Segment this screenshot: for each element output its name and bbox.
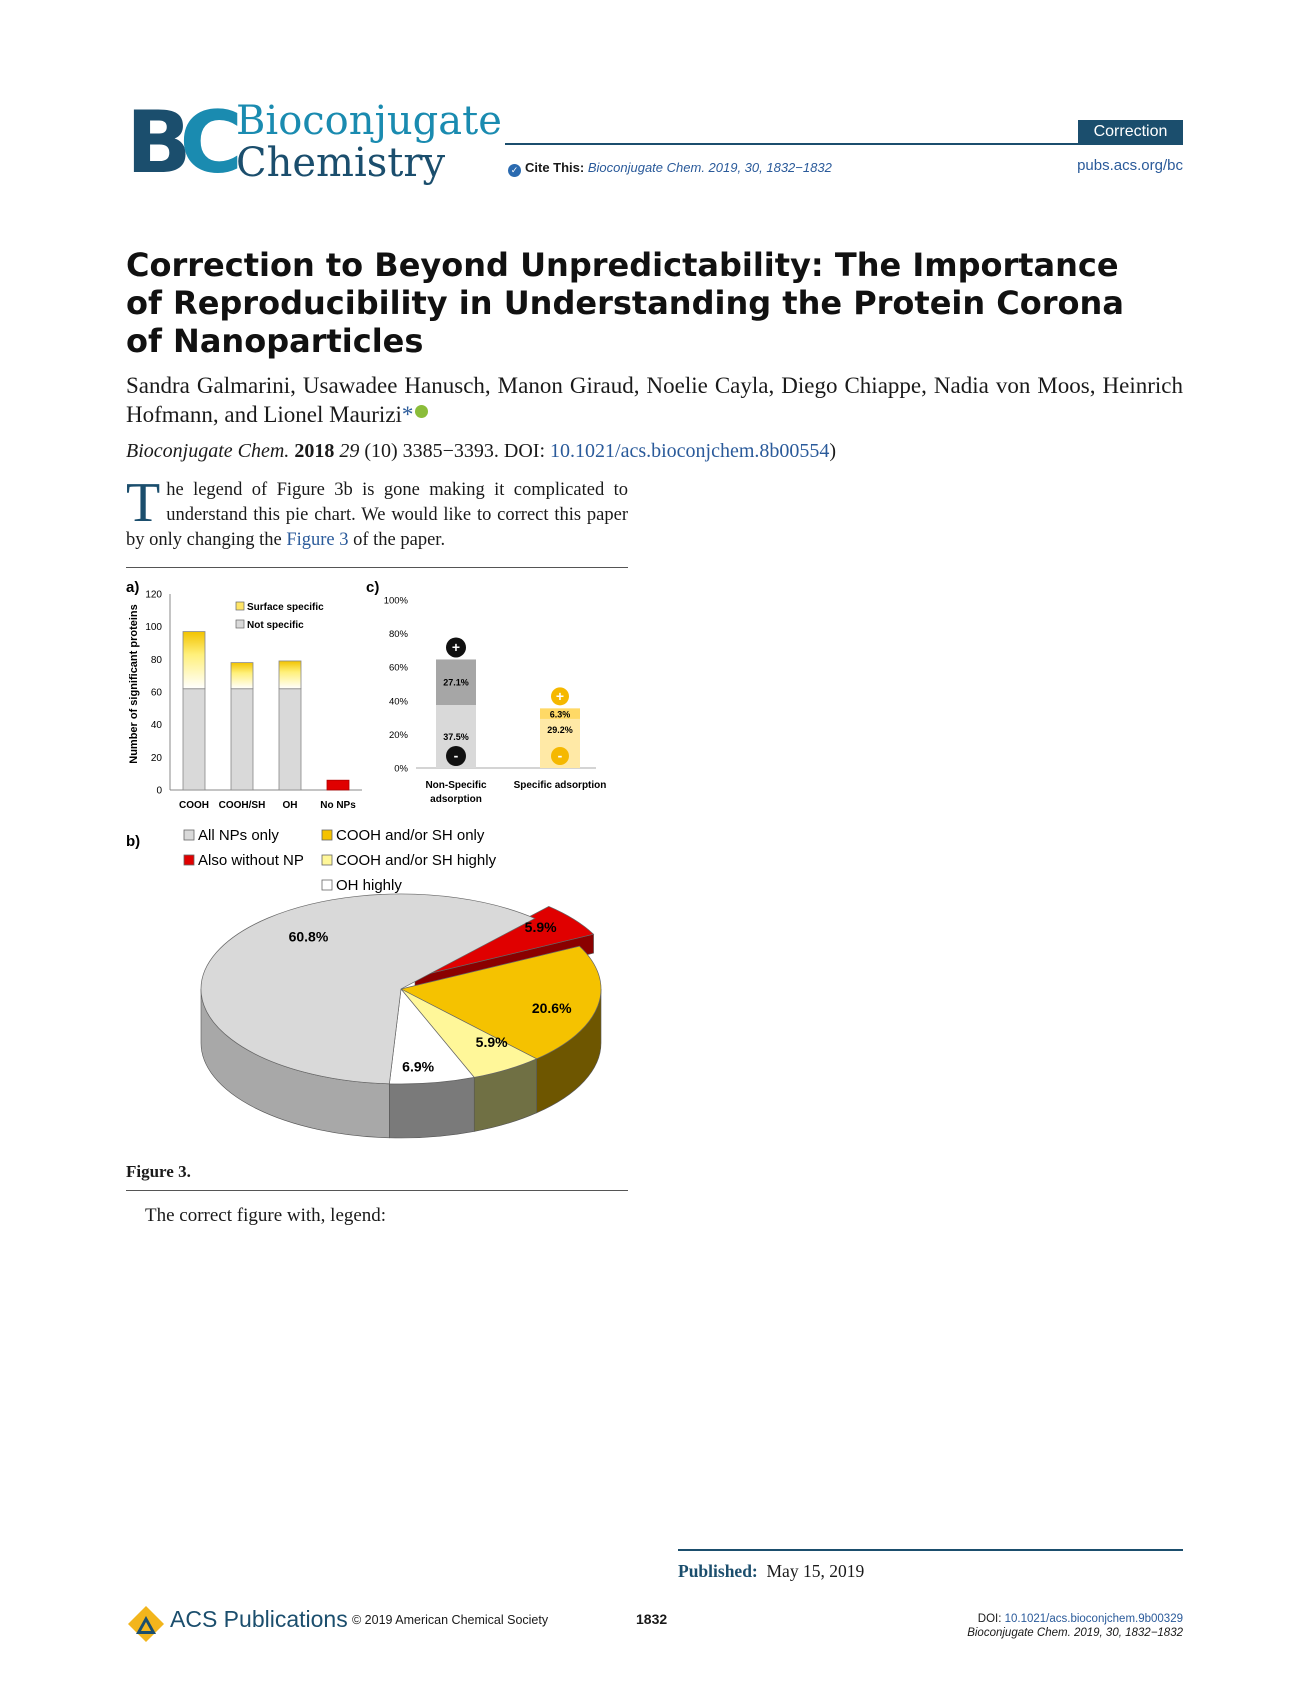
panel-c-data-label: 27.1%	[443, 677, 469, 688]
pie-legend-label: COOH and/or SH only	[336, 827, 485, 844]
panel-b-label: b)	[126, 833, 141, 850]
journal-url[interactable]: pubs.acs.org/bc	[1077, 157, 1183, 174]
check-icon: ✓	[508, 164, 521, 177]
panel-a-y-tick: 80	[150, 654, 162, 666]
journal-logo-initials: BC	[126, 93, 231, 193]
panel-a-legend-swatch	[236, 620, 244, 628]
drop-cap: T	[126, 472, 161, 534]
pie-legend-label: Also without NP	[198, 852, 304, 869]
corresponding-author-star[interactable]: *	[401, 402, 414, 427]
orcid-icon[interactable]	[415, 405, 428, 418]
pie-data-label: 6.9%	[402, 1058, 435, 1075]
footer-doi: DOI: 10.1021/acs.bioconjchem.9b00329 Bioconjugate Chem. 2019, 30, 1832−1832	[967, 1613, 1183, 1639]
panel-a-bar-segment	[231, 663, 253, 689]
acs-publications[interactable]: ACS Publications	[170, 1606, 348, 1632]
pie-legend-swatch	[322, 880, 332, 890]
pie-data-label: 5.9%	[524, 918, 557, 935]
panel-a-x-tick: COOH/SH	[218, 800, 266, 811]
pie-slice-side	[389, 1077, 474, 1138]
pie-data-label: 60.8%	[288, 928, 329, 945]
pie-data-label: 5.9%	[475, 1034, 508, 1051]
journal-logo-name	[236, 100, 502, 184]
panel-a-y-tick: 0	[156, 785, 162, 797]
figure-top-rule	[126, 567, 628, 568]
correction-badge: Correction	[1078, 120, 1183, 144]
body-paragraph: The legend of Figure 3b is gone making it complicated to understand this pie chart. We would like to correct this paper by only changing the Figure 3 of the paper.	[126, 472, 628, 550]
panel-b-pie	[201, 894, 601, 1138]
pie-legend-swatch	[184, 855, 194, 865]
panel-c-y-tick: 60%	[388, 662, 408, 674]
panel-a-x-tick: COOH	[179, 800, 209, 811]
panel-a-chart	[145, 590, 362, 812]
panel-a-y-tick: 20	[150, 752, 162, 764]
author-list: Sandra Galmarini, Usawadee Hanusch, Manon Giraud, Noelie Cayla, Diego Chiappe, Nadia von Moos, Heinrich Hofmann, and Lionel Maurizi*	[126, 373, 1183, 427]
panel-a-bar-segment	[183, 689, 205, 790]
figure-link[interactable]: Figure 3	[286, 530, 349, 550]
figure-3	[126, 574, 641, 1154]
footer-doi-link[interactable]: 10.1021/acs.bioconjchem.9b00329	[1004, 1613, 1183, 1625]
figure-bottom-rule	[126, 1190, 628, 1191]
journal-name-line1: Bioconjugate	[236, 98, 502, 144]
pie-legend-label: COOH and/or SH highly	[336, 852, 497, 869]
panel-c-label: c)	[366, 579, 380, 596]
acs-logo-icon	[126, 1604, 166, 1644]
figure-caption: Figure 3.	[126, 1162, 191, 1181]
body-paragraph-2: The correct figure with, legend:	[145, 1205, 387, 1226]
cite-this[interactable]	[508, 160, 832, 177]
panel-a-legend-swatch	[236, 602, 244, 610]
panel-c-data-label: 37.5%	[443, 732, 469, 742]
panel-c-data-label: 29.2%	[547, 724, 573, 735]
journal-name-line2: Chemistry	[236, 140, 446, 186]
panel-a-x-tick: OH	[282, 800, 298, 811]
panel-c-x-tick: Specific adsorption	[513, 780, 607, 791]
pie-legend-label: All NPs only	[198, 827, 279, 844]
panel-c-plus-sign: +	[451, 638, 461, 655]
panel-a-y-tick: 100	[145, 622, 162, 634]
published-rule	[678, 1549, 1183, 1551]
panel-a-label: a)	[126, 579, 140, 596]
panel-c-x-tick: adsorption	[430, 794, 482, 805]
panel-a-bar-segment	[183, 632, 205, 689]
panel-a-bar-segment	[327, 780, 349, 790]
panel-b-legend	[184, 827, 497, 894]
panel-a-legend-label: Surface specific	[247, 602, 324, 613]
pie-legend-label: OH highly	[336, 877, 402, 894]
original-doi-link[interactable]: 10.1021/acs.bioconjchem.8b00554	[550, 440, 830, 462]
panel-a-bar-segment	[279, 661, 301, 689]
copyright: © 2019 American Chemical Society	[352, 1613, 549, 1627]
panel-a-ylabel: Number of significant proteins	[128, 604, 140, 764]
panel-c-y-tick: 0%	[394, 763, 408, 775]
panel-c-minus-sign: -	[453, 747, 459, 764]
cite-reference[interactable]: Bioconjugate Chem. 2019, 30, 1832−1832	[587, 160, 832, 175]
panel-c-chart	[384, 596, 607, 806]
article-title: Correction to Beyond Unpredictability: The Importance of Reproducibility in Understanding the Protein Corona of Nanoparticles	[126, 246, 1124, 360]
panel-a-y-tick: 60	[150, 687, 162, 699]
pie-data-label: 20.6%	[531, 1000, 572, 1017]
panel-a-y-tick: 120	[145, 589, 162, 601]
panel-a-bar-segment	[279, 689, 301, 790]
panel-c-data-label: 6.3%	[549, 709, 571, 720]
panel-a-y-tick: 40	[150, 720, 162, 732]
panel-c-y-tick: 40%	[388, 696, 408, 708]
panel-c-y-tick: 20%	[388, 729, 408, 741]
panel-c-x-tick: Non-Specific	[425, 780, 487, 791]
panel-a-legend-label: Not specific	[247, 620, 304, 631]
panel-c-plus-sign: +	[555, 687, 565, 704]
pie-legend-swatch	[322, 830, 332, 840]
panel-a-bar-segment	[231, 689, 253, 790]
panel-a-x-tick: No NPs	[320, 800, 356, 811]
pie-legend-swatch	[322, 855, 332, 865]
panel-c-y-tick: 80%	[388, 629, 408, 641]
panel-c-minus-sign: -	[557, 747, 563, 764]
pie-legend-swatch	[184, 830, 194, 840]
cite-label: Cite This:	[525, 160, 585, 175]
published-date: Published: May 15, 2019	[678, 1561, 865, 1581]
page-number: 1832	[636, 1611, 668, 1627]
original-article-citation: Bioconjugate Chem. 2018 29 (10) 3385−3393. DOI: 10.1021/acs.bioconjchem.8b00554)	[126, 440, 837, 462]
panel-c-y-tick: 100%	[383, 595, 408, 607]
